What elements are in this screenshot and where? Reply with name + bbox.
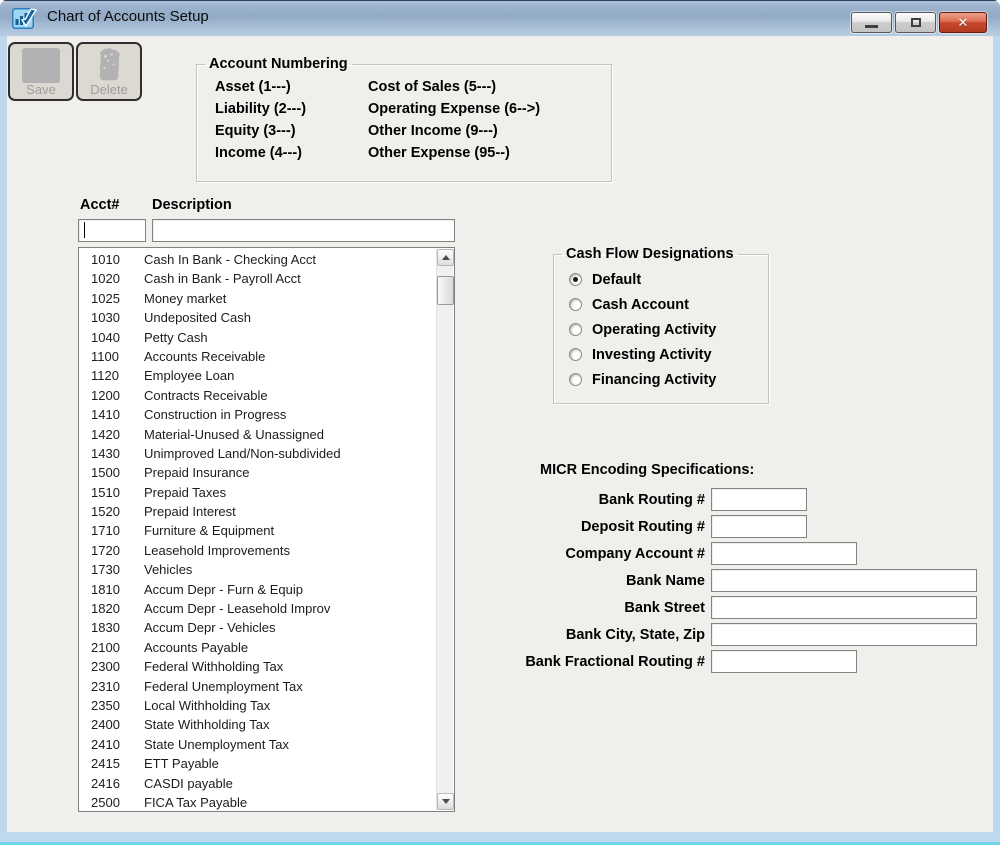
account-type-other-expense: Other Expense (95--) bbox=[368, 145, 510, 161]
account-description: Prepaid Interest bbox=[144, 504, 236, 520]
account-type-asset: Asset (1---) bbox=[215, 79, 291, 95]
account-type-liability: Liability (2---) bbox=[215, 101, 307, 117]
account-number: 1020 bbox=[91, 271, 120, 287]
account-row-1510[interactable] bbox=[79, 483, 436, 502]
radio-option-default[interactable] bbox=[569, 267, 768, 292]
radio-label: Default bbox=[592, 271, 642, 288]
account-numbering-right-column bbox=[368, 76, 540, 164]
account-number: 1430 bbox=[91, 445, 120, 461]
accounts-listbox[interactable] bbox=[78, 247, 455, 812]
account-row-1410[interactable] bbox=[79, 405, 436, 424]
account-number: 1820 bbox=[91, 601, 120, 617]
radio-icon bbox=[569, 323, 582, 336]
account-description: Material-Unused & Unassigned bbox=[144, 426, 324, 442]
radio-icon bbox=[569, 298, 582, 311]
account-description: Prepaid Insurance bbox=[144, 465, 250, 481]
account-row-2400[interactable] bbox=[79, 715, 436, 734]
account-number: 1830 bbox=[91, 620, 120, 636]
account-row-1730[interactable] bbox=[79, 560, 436, 579]
deposit-routing-label: Deposit Routing # bbox=[580, 518, 705, 535]
cash-flow-title: Cash Flow Designations bbox=[566, 246, 734, 262]
maximize-icon bbox=[911, 18, 921, 27]
account-row-1020[interactable] bbox=[79, 269, 436, 288]
account-description: Unimproved Land/Non-subdivided bbox=[144, 445, 341, 461]
radio-option-cash-account[interactable] bbox=[569, 292, 768, 317]
radio-label: Financing Activity bbox=[592, 371, 717, 388]
account-description: CASDI payable bbox=[144, 775, 233, 791]
company-account-label: Company Account # bbox=[565, 545, 705, 562]
bank-fractional-routing-label: Bank Fractional Routing # bbox=[525, 653, 705, 670]
radio-option-financing-activity[interactable] bbox=[569, 367, 768, 392]
account-number: 1420 bbox=[91, 426, 120, 442]
radio-option-investing-activity[interactable] bbox=[569, 342, 768, 367]
account-description: Cash In Bank - Checking Acct bbox=[144, 252, 316, 267]
bank-name-label: Bank Name bbox=[626, 572, 705, 589]
account-description: Cash in Bank - Payroll Acct bbox=[144, 271, 301, 287]
account-row-1120[interactable] bbox=[79, 366, 436, 385]
account-description: Employee Loan bbox=[144, 368, 235, 384]
account-type-equity: Equity (3---) bbox=[215, 123, 296, 139]
account-description: Prepaid Taxes bbox=[144, 484, 227, 500]
account-description: Undeposited Cash bbox=[144, 310, 251, 326]
account-number: 1030 bbox=[91, 310, 120, 326]
account-number: 2400 bbox=[91, 717, 120, 733]
scroll-up-button[interactable] bbox=[437, 249, 454, 266]
account-row-2500[interactable] bbox=[79, 793, 436, 812]
accounts-list bbox=[79, 250, 436, 812]
account-number: 1500 bbox=[91, 465, 120, 481]
account-row-1430[interactable] bbox=[79, 444, 436, 463]
bank-fractional-routing-input[interactable] bbox=[711, 650, 857, 673]
account-row-2350[interactable] bbox=[79, 696, 436, 715]
account-number: 1520 bbox=[91, 504, 120, 520]
micr-field-row bbox=[498, 542, 857, 565]
account-row-1710[interactable] bbox=[79, 521, 436, 540]
radio-label: Operating Activity bbox=[592, 321, 717, 338]
micr-field-row bbox=[498, 488, 807, 511]
app-icon bbox=[12, 7, 38, 30]
account-description: Local Withholding Tax bbox=[144, 697, 271, 713]
micr-field-row bbox=[498, 515, 807, 538]
account-description: Construction in Progress bbox=[144, 407, 287, 423]
account-description: Federal Withholding Tax bbox=[144, 659, 284, 675]
deposit-routing-input[interactable] bbox=[711, 515, 807, 538]
titlebar bbox=[0, 0, 1000, 36]
account-numbering-title: Account Numbering bbox=[209, 56, 348, 72]
trash-icon bbox=[91, 48, 127, 83]
account-number: 1720 bbox=[91, 542, 120, 558]
account-number: 1710 bbox=[91, 523, 120, 539]
scroll-down-button[interactable] bbox=[437, 793, 454, 810]
account-description: Contracts Receivable bbox=[144, 387, 268, 403]
micr-field-row bbox=[498, 569, 977, 592]
account-number: 2415 bbox=[91, 756, 120, 772]
account-row-2416[interactable] bbox=[79, 774, 436, 793]
account-row-2410[interactable] bbox=[79, 735, 436, 754]
account-description: Money market bbox=[144, 290, 227, 306]
account-row-1420[interactable] bbox=[79, 425, 436, 444]
close-button[interactable] bbox=[939, 12, 987, 33]
account-row-1040[interactable] bbox=[79, 328, 436, 347]
account-description: FICA Tax Payable bbox=[144, 794, 248, 810]
company-account-input[interactable] bbox=[711, 542, 857, 565]
delete-button-label: Delete bbox=[90, 82, 128, 97]
account-description: Accum Depr - Vehicles bbox=[144, 620, 276, 636]
acct-number-label: Acct# bbox=[80, 197, 120, 213]
account-row-1810[interactable] bbox=[79, 580, 436, 599]
account-number: 2350 bbox=[91, 697, 120, 713]
account-description: Leasehold Improvements bbox=[144, 542, 290, 558]
cash-flow-group bbox=[553, 246, 769, 404]
account-row-1520[interactable] bbox=[79, 502, 436, 521]
account-row-2300[interactable] bbox=[79, 657, 436, 676]
bank-routing-label: Bank Routing # bbox=[598, 491, 705, 508]
radio-label: Investing Activity bbox=[592, 346, 712, 363]
acct-number-input[interactable] bbox=[78, 219, 146, 242]
account-number: 1100 bbox=[91, 348, 119, 364]
account-number: 1810 bbox=[91, 581, 120, 597]
account-description: Accounts Receivable bbox=[144, 348, 266, 364]
account-row-1500[interactable] bbox=[79, 463, 436, 482]
account-description: Accounts Payable bbox=[144, 639, 249, 655]
account-number: 1120 bbox=[91, 368, 119, 384]
account-number: 1010 bbox=[91, 252, 120, 267]
account-description: Accum Depr - Leasehold Improv bbox=[144, 601, 331, 617]
micr-field-row bbox=[498, 650, 857, 673]
account-type-income: Income (4---) bbox=[215, 145, 302, 161]
account-description: Federal Unemployment Tax bbox=[144, 678, 303, 694]
account-description: State Withholding Tax bbox=[144, 717, 270, 733]
account-row-2310[interactable] bbox=[79, 677, 436, 696]
scrollbar-thumb[interactable] bbox=[437, 276, 454, 305]
account-numbering-left-column bbox=[215, 76, 306, 164]
account-type-other-income: Other Income (9---) bbox=[368, 123, 498, 139]
window-title: Chart of Accounts Setup bbox=[47, 8, 209, 25]
radio-icon bbox=[569, 348, 582, 361]
account-row-1820[interactable] bbox=[79, 599, 436, 618]
account-description: Vehicles bbox=[144, 562, 193, 578]
bank-name-input[interactable] bbox=[711, 569, 977, 592]
bank-street-input[interactable] bbox=[711, 596, 977, 619]
description-input[interactable] bbox=[152, 219, 455, 242]
account-row-1830[interactable] bbox=[79, 618, 436, 637]
account-description: Furniture & Equipment bbox=[144, 523, 275, 539]
account-number: 2100 bbox=[91, 639, 120, 655]
close-icon: ✕ bbox=[957, 15, 969, 30]
radio-icon bbox=[569, 373, 582, 386]
micr-title: MICR Encoding Specifications: bbox=[540, 462, 755, 478]
minimize-icon bbox=[865, 25, 878, 28]
account-row-1030[interactable] bbox=[79, 308, 436, 327]
account-description: Accum Depr - Furn & Equip bbox=[144, 581, 303, 597]
account-number: 1200 bbox=[91, 387, 120, 403]
bank-city-state-zip-input[interactable] bbox=[711, 623, 977, 646]
bank-street-label: Bank Street bbox=[624, 599, 705, 616]
bank-routing-input[interactable] bbox=[711, 488, 807, 511]
text-caret bbox=[84, 222, 85, 238]
account-number: 2310 bbox=[91, 678, 120, 694]
account-number: 1730 bbox=[91, 562, 120, 578]
radio-option-operating-activity[interactable] bbox=[569, 317, 768, 342]
account-number: 1410 bbox=[91, 407, 120, 423]
account-number: 1510 bbox=[91, 484, 120, 500]
minimize-button[interactable] bbox=[851, 12, 892, 33]
radio-label: Cash Account bbox=[592, 296, 689, 313]
micr-field-row bbox=[498, 623, 977, 646]
account-description: Petty Cash bbox=[144, 329, 208, 345]
account-row-1200[interactable] bbox=[79, 386, 436, 405]
save-button[interactable] bbox=[8, 42, 74, 101]
account-description: State Unemployment Tax bbox=[144, 736, 289, 752]
window-controls bbox=[851, 12, 987, 33]
scroll-up-icon bbox=[442, 255, 450, 260]
account-row-1025[interactable] bbox=[79, 289, 436, 308]
account-row-1720[interactable] bbox=[79, 541, 436, 560]
account-number: 2410 bbox=[91, 736, 120, 752]
account-number: 1025 bbox=[91, 290, 120, 306]
account-description: ETT Payable bbox=[144, 756, 219, 772]
account-row-2100[interactable] bbox=[79, 638, 436, 657]
scroll-down-icon bbox=[442, 799, 450, 804]
account-row-1100[interactable] bbox=[79, 347, 436, 366]
bank-city-state-zip-label: Bank City, State, Zip bbox=[565, 626, 705, 643]
account-number: 2500 bbox=[91, 794, 120, 810]
account-number: 1040 bbox=[91, 329, 120, 345]
account-numbering-columns bbox=[197, 72, 611, 164]
radio-icon bbox=[569, 273, 582, 286]
account-type-cost-of-sales: Cost of Sales (5---) bbox=[368, 79, 497, 95]
account-number: 2300 bbox=[91, 659, 120, 675]
save-icon bbox=[22, 48, 60, 83]
account-type-operating-expense: Operating Expense (6-->) bbox=[368, 101, 541, 117]
listbox-scrollbar[interactable] bbox=[436, 249, 453, 810]
save-button-label: Save bbox=[26, 82, 56, 97]
account-number: 2416 bbox=[91, 775, 120, 791]
account-row-1010[interactable] bbox=[79, 250, 436, 269]
cash-flow-options bbox=[554, 262, 768, 392]
delete-button[interactable] bbox=[76, 42, 142, 101]
maximize-button[interactable] bbox=[895, 12, 936, 33]
description-label: Description bbox=[152, 197, 232, 213]
account-row-2415[interactable] bbox=[79, 754, 436, 773]
account-numbering-group bbox=[196, 56, 612, 182]
micr-field-row bbox=[498, 596, 977, 619]
